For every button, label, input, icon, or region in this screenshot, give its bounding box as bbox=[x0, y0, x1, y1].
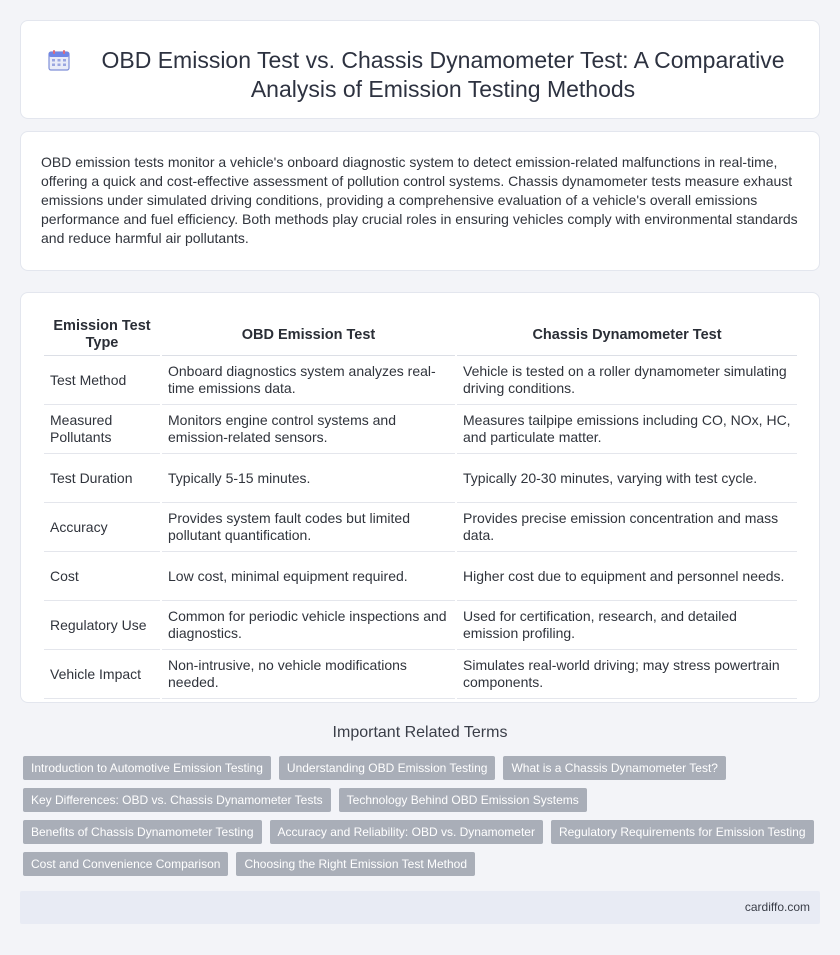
obd-cell: Onboard diagnostics system analyzes real-time emissions data. bbox=[162, 356, 455, 405]
row-label: Cost bbox=[44, 552, 160, 601]
dyno-cell: Vehicle is tested on a roller dynamometer simulating driving conditions. bbox=[457, 356, 797, 405]
row-label: Vehicle Impact bbox=[44, 650, 160, 699]
related-term-link[interactable]: What is a Chassis Dynamometer Test? bbox=[503, 756, 726, 780]
related-term-link[interactable]: Choosing the Right Emission Test Method bbox=[236, 852, 475, 876]
dyno-cell: Used for certification, research, and detailed emission profiling. bbox=[457, 601, 797, 650]
related-term-link[interactable]: Introduction to Automotive Emission Testing bbox=[23, 756, 271, 780]
table-row bbox=[44, 503, 797, 552]
row-label: Test Method bbox=[44, 356, 160, 405]
intro-paragraph: OBD emission tests monitor a vehicle's onboard diagnostic system to detect emission-related malfunctions in real-time, offering a quick and cost-effective assessment of pollution control systems. Chassis dynamometer tests measure exhaust emissions under simulated driving conditions, providing a comprehensive evaluation of a vehicle's overall emissions performance and fuel efficiency. Both methods play crucial roles in ensuring vehicles comply with environmental standards and reduce harmful air pollutants. bbox=[41, 154, 798, 246]
table-header-row bbox=[44, 315, 797, 356]
table-row bbox=[44, 405, 797, 454]
dyno-cell: Simulates real-world driving; may stress powertrain components. bbox=[457, 650, 797, 699]
obd-cell: Monitors engine control systems and emission-related sensors. bbox=[162, 405, 455, 454]
related-terms-list bbox=[23, 756, 823, 884]
dyno-cell: Typically 20-30 minutes, varying with test cycle. bbox=[457, 454, 797, 503]
related-term-link[interactable]: Accuracy and Reliability: OBD vs. Dynamometer bbox=[270, 820, 543, 844]
table-row bbox=[44, 454, 797, 503]
table-row bbox=[44, 552, 797, 601]
obd-cell: Provides system fault codes but limited pollutant quantification. bbox=[162, 503, 455, 552]
dyno-cell: Provides precise emission concentration and mass data. bbox=[457, 503, 797, 552]
dyno-cell: Measures tailpipe emissions including CO, NOx, HC, and particulate matter. bbox=[457, 405, 797, 454]
obd-cell: Non-intrusive, no vehicle modifications needed. bbox=[162, 650, 455, 699]
related-terms-heading: Important Related Terms bbox=[332, 724, 508, 741]
table-row bbox=[44, 356, 797, 405]
related-term-link[interactable]: Benefits of Chassis Dynamometer Testing bbox=[23, 820, 262, 844]
table-row bbox=[44, 601, 797, 650]
obd-cell: Common for periodic vehicle inspections and diagnostics. bbox=[162, 601, 455, 650]
related-term-link[interactable]: Technology Behind OBD Emission Systems bbox=[339, 788, 587, 812]
related-term-link[interactable]: Understanding OBD Emission Testing bbox=[279, 756, 496, 780]
related-term-link[interactable]: Key Differences: OBD vs. Chassis Dynamometer Tests bbox=[23, 788, 331, 812]
obd-cell: Low cost, minimal equipment required. bbox=[162, 552, 455, 601]
comparison-table bbox=[42, 315, 799, 699]
header-dynamometer: Chassis Dynamometer Test bbox=[457, 315, 797, 356]
page-title: OBD Emission Test vs. Chassis Dynamometer Test: A Comparative Analysis of Emission Testing Methods bbox=[101, 47, 785, 102]
row-label: Accuracy bbox=[44, 503, 160, 552]
obd-cell: Typically 5-15 minutes. bbox=[162, 454, 455, 503]
table-row bbox=[44, 650, 797, 699]
dyno-cell: Higher cost due to equipment and personnel needs. bbox=[457, 552, 797, 601]
header-obd: OBD Emission Test bbox=[162, 315, 455, 356]
row-label: Regulatory Use bbox=[44, 601, 160, 650]
related-term-link[interactable]: Regulatory Requirements for Emission Testing bbox=[551, 820, 814, 844]
footer-brand[interactable]: cardiffo.com bbox=[744, 900, 810, 914]
related-term-link[interactable]: Cost and Convenience Comparison bbox=[23, 852, 228, 876]
intro-card bbox=[20, 131, 820, 271]
title-card bbox=[20, 20, 820, 119]
footer bbox=[20, 891, 820, 924]
row-label: Measured Pollutants bbox=[44, 405, 160, 454]
header-test-type: Emission Test Type bbox=[44, 315, 160, 356]
comparison-table-card bbox=[20, 292, 820, 703]
row-label: Test Duration bbox=[44, 454, 160, 503]
calendar-icon bbox=[48, 49, 70, 71]
